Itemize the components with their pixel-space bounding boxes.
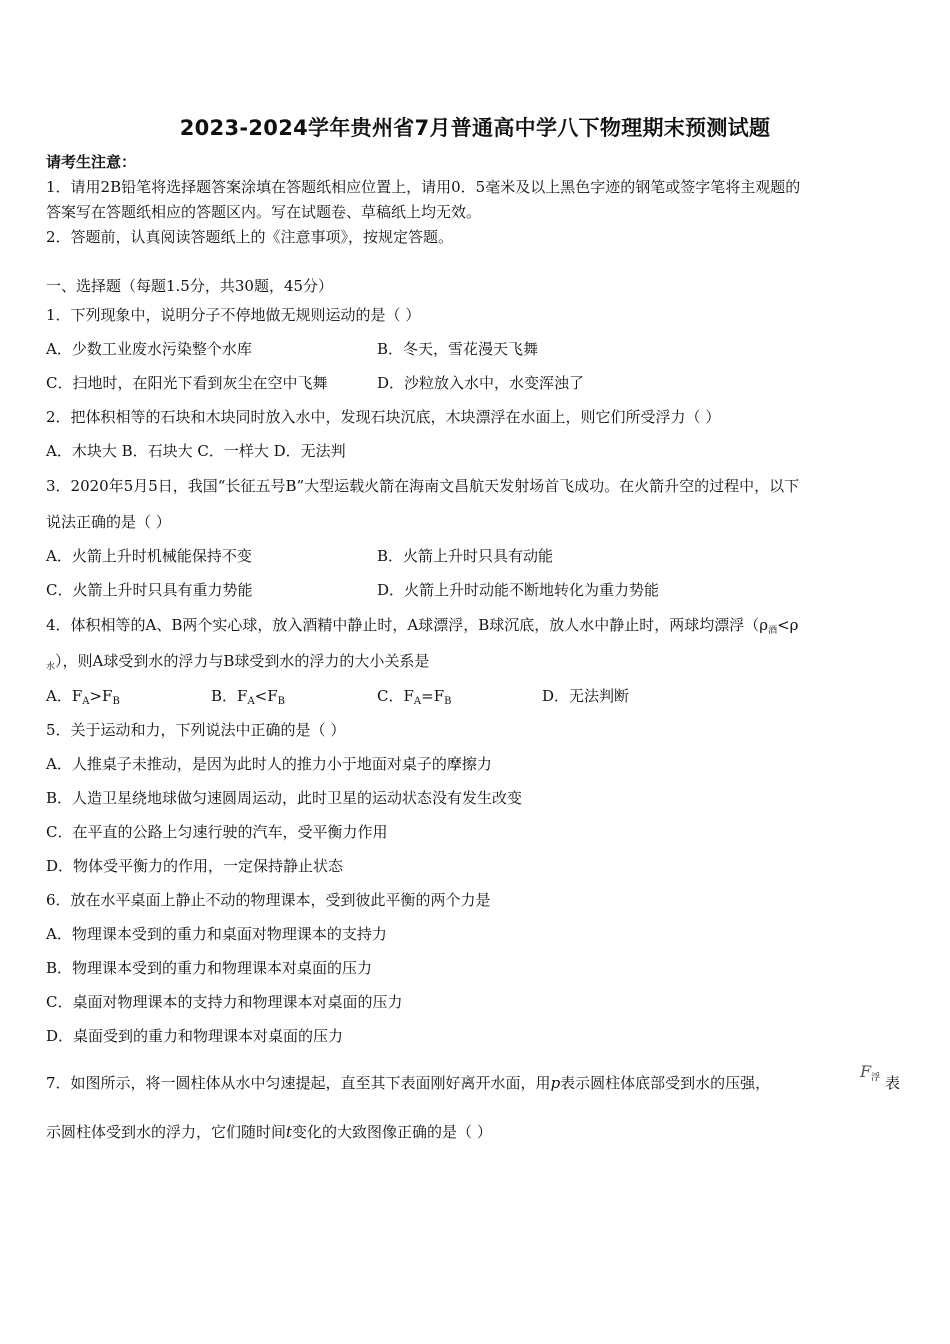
question-3-option-c: C．火箭上升时只具有重力势能 [46, 581, 253, 599]
question-3-option-a: A．火箭上升时机械能保持不变 [46, 547, 252, 565]
question-1-option-a: A．少数工业废水污染整个水库 [46, 340, 252, 358]
question-4-stem [46, 615, 798, 635]
question-4-option-b [211, 686, 285, 706]
symbol-f: F [860, 1062, 872, 1081]
question-1-option-d: D．沙粒放入水中，水变浑浊了 [377, 374, 585, 392]
notice-item-1: 1．请用2B铅笔将选择题答案涂填在答题纸相应位置上，请用0．5毫米及以上黑色字迹的钢笔或签字笔将主观题的 [46, 178, 801, 196]
subscript-a: A [82, 696, 90, 707]
subscript-a: A [413, 696, 422, 707]
notice-item-1-cont: 答案写在答题纸相应的答题区内。写在试题卷、草稿纸上均无效。 [46, 203, 482, 221]
question-7-text-e: 变化的大致图像正确的是（ ） [292, 1123, 492, 1141]
option-a-label: A．F [46, 687, 83, 705]
question-3-option-d: D．火箭上升时动能不断地转化为重力势能 [377, 581, 660, 599]
subscript-b: B [444, 696, 452, 707]
question-4-stem-cont-text: ），则A球受到水的浮力与B球受到水的浮力的大小关系是 [55, 652, 430, 670]
question-5-option-d: D．物体受平衡力的作用，一定保持静止状态 [46, 857, 344, 875]
notice-heading: 请考生注意： [46, 153, 137, 171]
question-6-option-a: A．物理课本受到的重力和桌面对物理课本的支持力 [46, 925, 387, 943]
question-4-option-a [46, 686, 120, 706]
question-6-option-d: D．桌面受到的重力和物理课本对桌面的压力 [46, 1027, 344, 1045]
question-4-stem-text: 4．体积相等的A、B两个实心球，放入酒精中静止时，A球漂浮，B球沉底，放人水中静止时，两球均漂浮（ρ [46, 616, 769, 634]
subscript-b: B [277, 696, 286, 707]
page-title: 2023-2024学年贵州省7月普通高中学八下物理期末预测试题 [179, 116, 771, 140]
option-a-relation: >F [89, 687, 113, 705]
symbol-f-buoyancy [860, 1062, 880, 1082]
option-b-label: B．F [211, 687, 248, 705]
subscript-alcohol: 酒 [768, 626, 778, 636]
question-6-option-b: B．物理课本受到的重力和物理课本对桌面的压力 [46, 959, 373, 977]
subscript-buoyancy: 浮 [871, 1073, 881, 1083]
notice-item-2: 2．答题前，认真阅读答题纸上的《注意事项》，按规定答题。 [46, 228, 454, 246]
question-1-option-b: B．冬天，雪花漫天飞舞 [377, 340, 539, 358]
question-4-stem-cont [46, 651, 429, 671]
question-1-stem: 1．下列现象中，说明分子不停地做无规则运动的是（ ） [46, 306, 421, 324]
question-5-stem: 5．关于运动和力，下列说法中正确的是（ ） [46, 721, 346, 739]
option-c-relation: =F [421, 687, 445, 705]
question-5-option-c: C．在平直的公路上匀速行驶的汽车，受平衡力作用 [46, 823, 388, 841]
symbol-t: t [286, 1123, 293, 1141]
question-3-stem-cont: 说法正确的是（ ） [46, 513, 171, 531]
question-5-option-a: A．人推桌子未推动，是因为此时人的推力小于地面对桌子的摩擦力 [46, 755, 492, 773]
section-heading: 一、选择题（每题1.5分，共30题，45分） [46, 277, 334, 295]
question-4-option-d: D．无法判断 [542, 687, 630, 705]
subscript-b: B [112, 696, 120, 707]
question-7-text-d: 示圆柱体受到水的浮力，它们随时间 [46, 1123, 287, 1141]
subscript-a: A [247, 696, 255, 707]
question-2-stem: 2．把体积相等的石块和木块同时放入水中，发现石块沉底，木块漂浮在水面上，则它们所受浮力（ ） [46, 408, 721, 426]
question-2-options: A．木块大 B．石块大 C．一样大 D．无法判 [46, 442, 346, 460]
question-7-stem-cont [46, 1122, 492, 1142]
question-7-text-c: 表 [885, 1074, 901, 1092]
question-5-option-b: B．人造卫星绕地球做匀速圆周运动，此时卫星的运动状态没有发生改变 [46, 789, 523, 807]
question-3-stem: 3．2020年5月5日，我国“长征五号B”大型运载火箭在海南文昌航天发射场首飞成功。在火箭升空的过程中，以下 [46, 477, 800, 495]
question-6-option-c: C．桌面对物理课本的支持力和物理课本对桌面的压力 [46, 993, 403, 1011]
question-6-stem: 6．放在水平桌面上静止不动的物理课本，受到彼此平衡的两个力是 [46, 891, 491, 909]
question-4-lt: <ρ [777, 616, 799, 634]
question-3-option-b: B．火箭上升时只具有动能 [377, 547, 554, 565]
option-c-label: C．F [377, 687, 414, 705]
question-7-stem [46, 1073, 770, 1093]
question-1-option-c: C．扫地时，在阳光下看到灰尘在空中飞舞 [46, 374, 328, 392]
option-b-relation: <F [254, 687, 278, 705]
subscript-water: 水 [46, 662, 56, 672]
question-4-option-c [377, 686, 451, 706]
question-7-text-a: 7．如图所示，将一圆柱体从水中匀速提起，直至其下表面刚好离开水面，用 [46, 1074, 551, 1092]
symbol-p: p [550, 1074, 561, 1092]
question-7-text-b: 表示圆柱体底部受到水的压强， [560, 1074, 771, 1092]
